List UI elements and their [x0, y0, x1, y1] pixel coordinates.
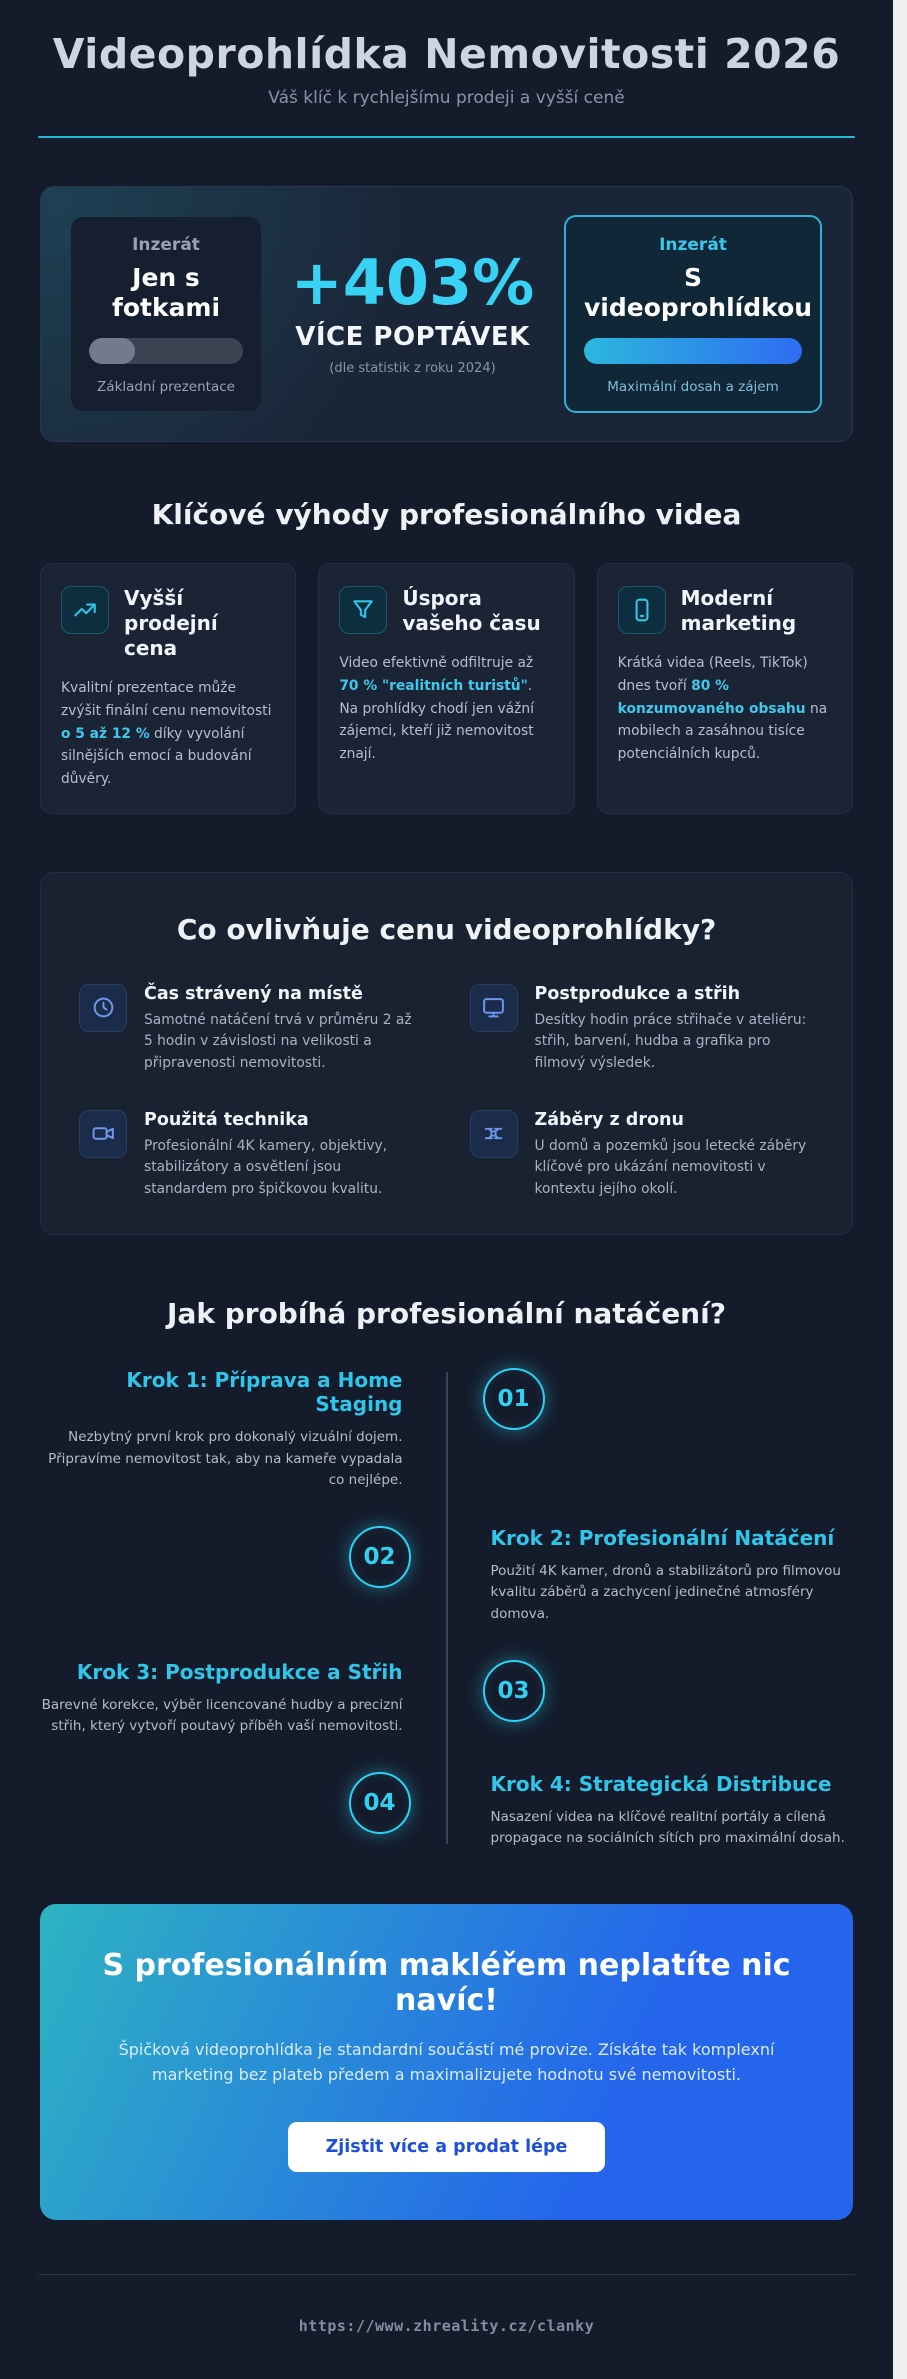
step-body: Nezbytný první krok pro dokonalý vizuální dojem. Připravíme nemovitost tak, aby na kameře vypadala co nejlépe.: [48, 1429, 403, 1489]
factor-body: Samotné natáčení trvá v průměru 2 až 5 hodin v závislosti na velikosti a připravenosti nemovitosti.: [144, 1011, 412, 1071]
page-title: Videoprohlídka Nemovitosti 2026: [52, 30, 841, 78]
video-listing-label: Inzerát: [659, 235, 727, 255]
hero-comparison-section: [40, 186, 853, 442]
photo-listing-card: [71, 217, 261, 411]
pricing-factors-section: [40, 872, 853, 1235]
photo-progress-fill: [89, 338, 135, 364]
video-listing-card: [564, 215, 822, 413]
video-progress-fill: [584, 338, 802, 364]
stat-note: (dle statistik z roku 2024): [329, 361, 496, 376]
step-row-1: [40, 1368, 853, 1492]
step-row-2: [40, 1526, 853, 1626]
page-subtitle: Váš klíč k rychlejšímu prodeji a vyšší ceně: [268, 88, 625, 108]
factor-title: Záběry z dronu: [534, 1109, 684, 1130]
photo-listing-caption: Základní prezentace: [97, 379, 235, 395]
stat-label: VÍCE POPTÁVEK: [295, 322, 530, 352]
process-timeline: [40, 1368, 853, 1850]
photo-listing-title: Jen s fotkami: [111, 263, 221, 322]
step-title: Krok 1: Příprava a Home Staging: [126, 1368, 403, 1416]
video-listing-title: S videoprohlídkou: [584, 263, 813, 322]
cta-body: Špičková videoprohlídka je standardní součástí mé provize. Získáte tak komplexní marketing bez plateb předem a maximalizujete hodnotu své nemovitosti.: [118, 2039, 775, 2084]
factor-body: Profesionální 4K kamery, objektivy, stabilizátory a osvětlení jsou standardem pro špičkovou kvalitu.: [144, 1137, 388, 1197]
step-body: Nasazení videa na klíčové realitní portály a cílená propagace na sociálních sítích pro maximální dosah.: [490, 1808, 845, 1847]
step-number-badge: 03: [483, 1660, 545, 1722]
benefit-title: Úspora vašeho času: [402, 586, 541, 635]
step-number-badge: 02: [349, 1526, 411, 1588]
benefits-section: [40, 563, 853, 814]
step-title: Krok 3: Postprodukce a Střih: [76, 1659, 403, 1684]
step-title: Krok 2: Profesionální Natáčení: [490, 1525, 835, 1550]
stat-value: +403%: [290, 246, 535, 319]
factor-title: Použitá technika: [144, 1109, 309, 1130]
factor-item-time-on-site: [79, 984, 424, 1074]
hero-stat: [287, 246, 538, 376]
benefit-card-time: [318, 563, 574, 814]
photo-listing-label: Inzerát: [132, 235, 200, 255]
factor-body: U domů a pozemků jsou letecké záběry klíčové pro ukázání nemovitosti v kontextu jejího okolí.: [534, 1137, 807, 1197]
pricing-factors-heading: Co ovlivňuje cenu videoprohlídky?: [176, 912, 717, 946]
factor-item-postproduction: [470, 984, 815, 1074]
benefit-card-marketing: [597, 563, 853, 814]
cta-card: [40, 1904, 853, 2220]
factor-title: Postprodukce a střih: [534, 983, 741, 1004]
footer-url: https://www.zhreality.cz/clanky: [298, 2316, 595, 2335]
clock-icon: [79, 984, 127, 1032]
video-progress-bar: [584, 338, 802, 364]
benefit-body: Kvalitní prezentace může zvýšit finální cenu nemovitosti o 5 až 12 % díky vyvolání silnějších emocí a budování důvěry.: [61, 680, 272, 787]
step-number-badge: 04: [349, 1772, 411, 1834]
step-body: Barevné korekce, výběr licencované hudby a precizní střih, který vytvoří poutavý příběh vaší nemovitosti.: [41, 1696, 403, 1735]
header: [0, 0, 893, 138]
benefit-title: Vyšší prodejní cena: [124, 586, 218, 660]
benefit-title: Moderní marketing: [680, 586, 797, 635]
step-row-4: [40, 1772, 853, 1850]
monitor-icon: [470, 984, 518, 1032]
funnel-icon: [339, 586, 387, 634]
factor-body: Desítky hodin práce střihače v ateliéru: střih, barvení, hudba a grafika pro filmový výsledek.: [534, 1011, 807, 1071]
video-camera-icon: [79, 1110, 127, 1158]
benefit-body: Video efektivně odfiltruje až 70 % "realitních turistů". Na prohlídky chodí jen vážní zájemci, kteří již nemovitost znají.: [339, 655, 534, 762]
cta-button[interactable]: Zjistit více a prodat lépe: [288, 2122, 606, 2172]
smartphone-icon: [618, 586, 666, 634]
footer-divider: [38, 2274, 855, 2275]
step-number-badge: 01: [483, 1368, 545, 1430]
factor-item-drone: [470, 1110, 815, 1200]
video-listing-caption: Maximální dosah a zájem: [607, 379, 779, 395]
step-row-3: [40, 1660, 853, 1738]
cta-title: S profesionálním makléřem neplatíte nic navíc!: [102, 1947, 791, 2018]
factor-item-equipment: [79, 1110, 424, 1200]
trending-up-icon: [61, 586, 109, 634]
step-title: Krok 4: Strategická Distribuce: [490, 1771, 832, 1796]
benefit-body: Krátká videa (Reels, TikTok) dnes tvoří 80 % konzumovaného obsahu na mobilech a zasáhnou tisíce potenciálních kupců.: [617, 655, 828, 762]
process-heading: Jak probíhá profesionální natáčení?: [167, 1297, 726, 1330]
factor-title: Čas strávený na místě: [144, 983, 363, 1004]
header-divider: [38, 136, 855, 138]
step-body: Použití 4K kamer, dronů a stabilizátorů pro filmovou kvalitu záběrů a zachycení jedinečné atmosféry domova.: [490, 1562, 841, 1622]
benefits-heading: Klíčové výhody profesionálního videa: [151, 498, 742, 531]
benefit-card-price: [40, 563, 296, 814]
drone-icon: [470, 1110, 518, 1158]
photo-progress-bar: [89, 338, 243, 364]
